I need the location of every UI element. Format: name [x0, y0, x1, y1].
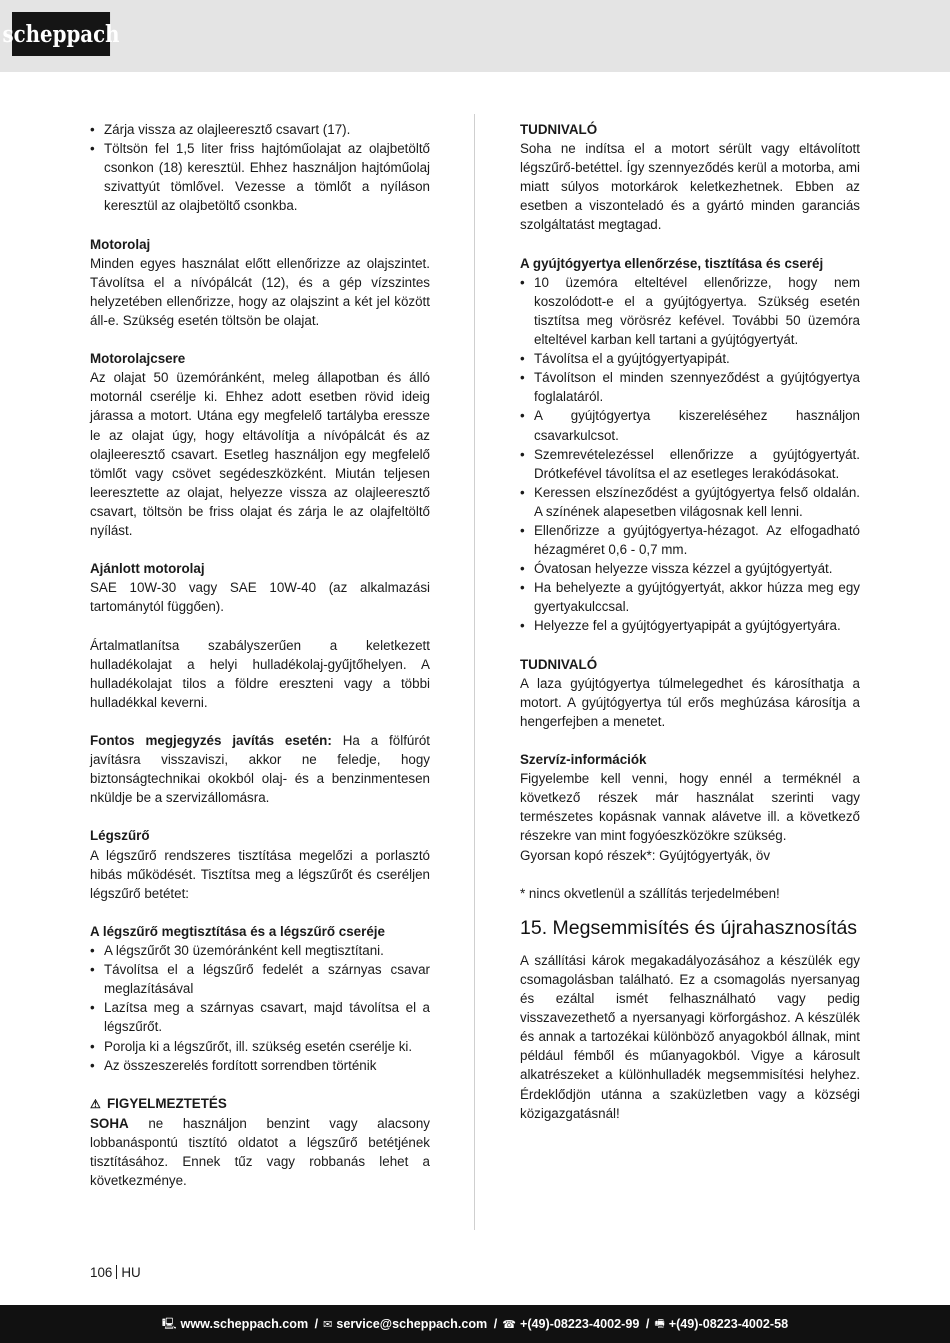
list-item: • Távolítsa el a gyújtógyertyapipát.	[520, 349, 860, 368]
fontos-text: Ha a fölfúrót javításra visszaviszi, akkor ne feledje, hogy biztonságtechnikai okokból olaj- és a benzinmentesen nküldje be a szervizállomásra.	[90, 733, 430, 806]
footer-email[interactable]: service@scheppach.com	[336, 1317, 488, 1331]
footer-phone: +(49)-08223-4002-99	[519, 1317, 640, 1331]
warning-text	[90, 1114, 430, 1190]
footer-web[interactable]: www.scheppach.com	[180, 1317, 309, 1331]
list-item: • Szemrevételezéssel ellenőrizze a gyújtógyertyát. Drótkefével távolítsa el az esetleges lerakódásokat.	[520, 445, 860, 483]
list-item: • Óvatosan helyezze vissza kézzel a gyújtógyertyát.	[520, 559, 860, 578]
szerviz-footnote: * nincs okvetlenül a szállítás terjedelmében!	[520, 885, 780, 901]
list-item: • Távolítsa el a légszűrő fedelét a szárnyas csavar meglazításával	[90, 960, 430, 998]
page-language: HU	[121, 1265, 141, 1280]
legszuro-heading: Légszűrő	[90, 828, 150, 844]
monitor-icon: 🖳	[161, 1316, 177, 1330]
olajcsere-heading: Motorolajcsere	[90, 351, 186, 367]
list-item: • Zárja vissza az olajleeresztő csavart (17).	[90, 120, 430, 139]
section-15-title: 15. Megsemmisítés és újrahasznosítás	[520, 916, 858, 939]
warning-title: FIGYELMEZTETÉS	[107, 1095, 227, 1111]
motorolaj-text: Minden egyes használat előtt ellenőrizze az olajszintet. Távolítsa el a nívópálcát (12), és a gép vízszintes helyzetében ellenőrizze, hogy az olajszint a két jel között áll-e. Szükség esetén töltsön be olajat.	[90, 255, 430, 328]
phone-icon: ☎	[502, 1317, 516, 1331]
list-item: • A gyújtógyertya kiszereléséhez használjon csavarkulcsot.	[520, 406, 860, 444]
header-band	[0, 0, 950, 72]
szerviz-parts-text: Gyorsan kopó részek*: Gyújtógyertyák, öv	[520, 847, 771, 863]
list-item: • A légszűrőt 30 üzemóránként kell megtisztítani.	[90, 941, 430, 960]
footer-fax: +(49)-08223-4002-58	[668, 1317, 789, 1331]
oil-fill-steps	[90, 120, 430, 215]
section-15-text: A szállítási károk megakadályozásához a készülék egy csomagolásban található. Ez a csomagolás nyersanyag és ezáltal ismét felhasználható vagy pedig visszavezethető a nyersanyagi körforgáshoz. A készülék és annak a tartozékai különböző anyagokból állnak, mint például fémből és műanyagokból. Vigye a károsult alkatrészeket a különhulladék megsemmisítési helyhez. Érdeklődjön utánna a szaküzletben vagy a községi közigazgatásnál!	[520, 952, 860, 1121]
warning-heading	[90, 1094, 430, 1114]
warning-bold: SOHA	[90, 1115, 129, 1131]
list-item: • Porolja ki a légszűrőt, ill. szükség esetén cserélje ki.	[90, 1037, 430, 1056]
list-item: • Ha behelyezte a gyújtógyertyát, akkor húzza meg egy gyertyakulccsal.	[520, 578, 860, 616]
artalmatlanitas-text: Ártalmatlanítsa szabályszerűen a keletkezett hulladékolajat a helyi hulladékolaj-gyűjtőhelyen. A hulladékolajat tilos a földre ereszteni vagy a többi hulladékkal keverni.	[90, 637, 430, 710]
legszuro-csere-heading: A légszűrő megtisztítása és a légszűrő cseréje	[90, 923, 385, 939]
ajanlott-heading: Ajánlott motorolaj	[90, 561, 205, 577]
motorolaj-heading: Motorolaj	[90, 236, 151, 252]
list-item: • Távolítson el minden szennyeződést a gyújtógyertya foglalatáról.	[520, 368, 860, 406]
legszuro-csere-list	[90, 941, 430, 1075]
ajanlott-text: SAE 10W-30 vagy SAE 10W-40 (az alkalmazási tartománytól függően).	[90, 580, 430, 615]
page-number-value: 106	[90, 1265, 113, 1280]
szerviz-text: Figyelembe kell venni, hogy ennél a terméknél a következő részek már használat szerinti vagy természetes kopásnak vannak alávetve ill. a következő részekre van mint fogyóeszközökre szükség.	[520, 771, 860, 844]
notice-heading: TUDNIVALÓ	[520, 122, 598, 137]
olajcsere-text: Az olajat 50 üzemóránként, meleg állapotban és álló motornál cserélje ki. Ehhez adott esetben rövid ideig járassa a motort. Utána egy megfelelő tartályba eressze le az olajat úgy, hogy eltávolítja a nívópálcát és az olajleeresztő csavart. Esetleg használjon egy megfelelő tömlőt vagy csövet segédeszközként. Miután teljesen leeresztette az olajat, helyezze vissza az olajleeresztő csavart, töltsön be friss olajat és zárja le az olajfeltöltő nyílást.	[90, 370, 430, 538]
mail-icon: ✉	[323, 1317, 333, 1331]
list-item: • Keressen elszíneződést a gyújtógyertya felső oldalán. A színének alapesetben világosnak kell lenni.	[520, 483, 860, 521]
list-item: • Töltsön fel 1,5 liter friss hajtóműolajat az olajbetöltő csonkon (18) keresztül. Ehhez használjon hajtóműolaj szivattyút tömlővel. Vezesse a tömlőt a nyíláson keresztül az olajbetöltő csonkba.	[90, 139, 430, 215]
right-column	[520, 120, 860, 1123]
list-item: • Helyezze fel a gyújtógyertyapipát a gyújtógyertyára.	[520, 616, 860, 635]
list-item: • Az összeszerelés fordított sorrendben történik	[90, 1056, 430, 1075]
list-item: • 10 üzemóra elteltével ellenőrizze, hogy nem koszolódott-e el a gyújtógyertya. Szükség esetén tisztítsa meg vörösréz kefével. További 50 üzemóra elteltével karban kell tartani a gyújtógyertyát.	[520, 273, 860, 349]
list-item: • Ellenőrizze a gyújtógyertya-hézagot. Az elfogadható hézagméret 0,6 - 0,7 mm.	[520, 521, 860, 559]
notice-heading: TUDNIVALÓ	[520, 656, 598, 672]
list-item: • Lazítsa meg a szárnyas csavart, majd távolítsa el a légszűrőt.	[90, 998, 430, 1036]
warning-icon: ⚠	[90, 1096, 101, 1111]
gyujtogyertya-list	[520, 273, 860, 636]
fontos-label: Fontos megjegyzés javítás esetén:	[90, 733, 332, 748]
gyujtogyertya-heading: A gyújtógyertya ellenőrzése, tisztítása és cseréj	[520, 255, 824, 271]
fontos-paragraph	[90, 731, 430, 807]
left-column	[90, 120, 430, 1190]
legszuro-text: A légszűrő rendszeres tisztítása megelőzi a porlasztó hibás működését. Tisztítsa meg a légszűrőt és cseréljen légszűrő betétet:	[90, 847, 430, 901]
page-number	[90, 1265, 141, 1280]
notice-text: Soha ne indítsa el a motort sérült vagy eltávolított légszűrő-betéttel. Így szennyeződés kerül a motorba, ami miatt súlyos motorkárok keletkezhetnek. Ebben az esetben a viszonteladó és a gyártó minden garanciás szolgáltatást megtagad.	[520, 141, 860, 233]
fax-icon: 🖷	[654, 1316, 665, 1330]
notice-text: A laza gyújtógyertya túlmelegedhet és károsíthatja a motort. A gyújtógyertya túl erős meghúzása károsítja a hengerfejben a menetet.	[520, 675, 860, 729]
warning-body: ne használjon benzint vagy alacsony lobbanáspontú tisztító oldatot a légszűrő betétjének tisztításához. Ennek tűz vagy robbanás lehet a következménye.	[90, 1115, 430, 1189]
szerviz-heading: Szervíz-információk	[520, 752, 647, 768]
footer-band: 🖳 www.scheppach.com / ✉ service@scheppach.com / ☎ +(49)-08223-4002-99 / 🖷 +(49)-08223-4002-58	[0, 1305, 950, 1343]
column-divider	[474, 114, 475, 1230]
scheppach-logo: scheppach	[12, 12, 110, 56]
